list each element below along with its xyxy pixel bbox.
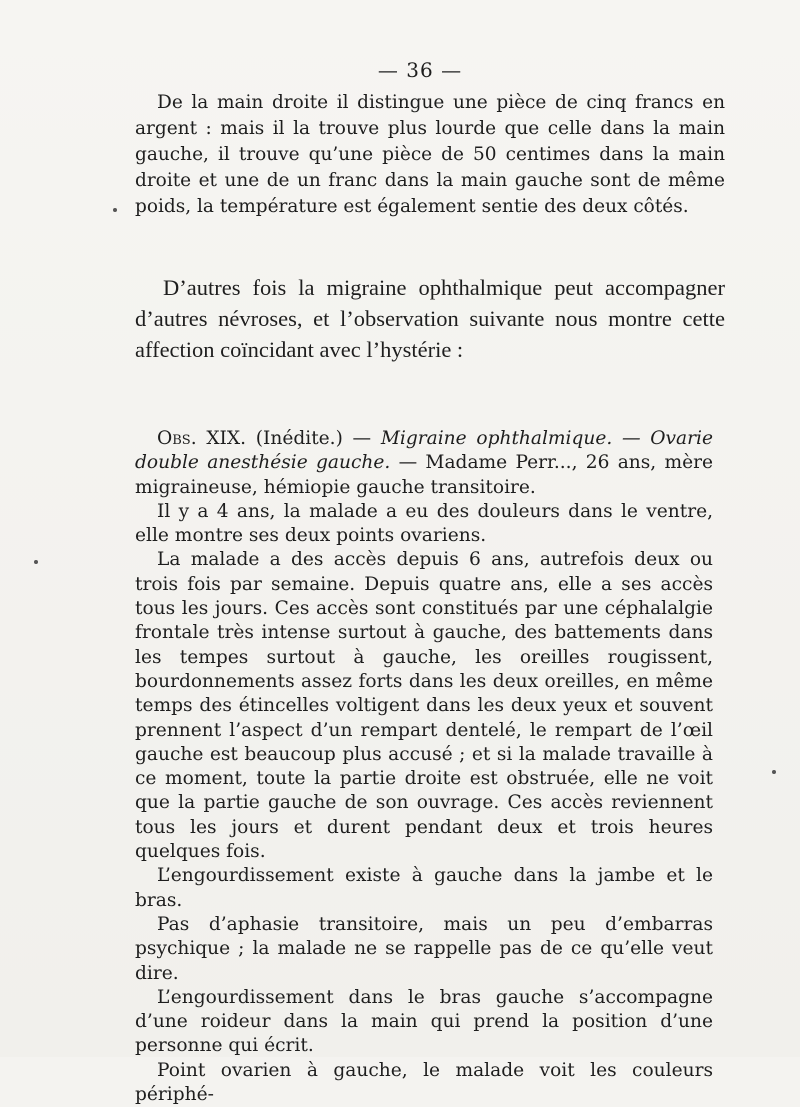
observation-paragraph: Pas d’aphasie transitoire, mais un peu d’embarras psychique ; la malade ne se rappelle pas de ce qu’elle veut dire. — [135, 913, 713, 984]
observation-title: Migraine ophthalmique. — Ovarie double anesthésie gauche. — [135, 428, 713, 474]
page-number: — 36 — — [377, 58, 463, 82]
print-speck — [772, 770, 776, 774]
intro-text: D’autres fois la migraine ophthalmique peut accompagner d’autres névroses, et l’observation suivante nous montre cette affection coïncidant avec l’hystérie : — [135, 275, 725, 362]
observation-heading — [135, 427, 713, 500]
observation-paragraph: Il y a 4 ans, la malade a eu des douleurs dans le ventre, elle montre ses deux points ovariens. — [135, 500, 713, 547]
intro-paragraph — [135, 272, 725, 365]
observation-paragraph: Point ovarien à gauche, le malade voit les couleurs périphé- — [135, 1059, 713, 1106]
print-speck — [113, 208, 117, 212]
observation-patient: — Madame Perr..., 26 ans, mère migraineuse, hémiopie gauche transitoire. — [135, 452, 713, 498]
opening-paragraph — [135, 90, 725, 220]
observation-section — [135, 427, 713, 1107]
print-speck — [34, 560, 38, 564]
observation-paragraph: La malade a des accès depuis 6 ans, autrefois deux ou trois fois par semaine. Depuis quatre ans, elle a ses accès tous les jours. Ces accès sont constitués par une céphalalgie frontale très intense surtout à gauche, des battements dans les tempes surtout à gauche, les oreilles rougissent, bourdonnements assez forts dans les deux oreilles, en même temps des étincelles voltigent dans les deux yeux et souvent prennent l’aspect d’un rempart dentelé, le rempart de l’œil gauche est beaucoup plus accusé ; et si la malade travaille à ce moment, toute la partie droite est obstruée, elle ne voit que la partie gauche de son ouvrage. Ces accès reviennent tous les jours et durent pendant deux et trois heures quelques fois. — [135, 549, 713, 863]
opening-text: De la main droite il distingue une pièce de cinq francs en argent : mais il la trouve plus lourde que celle dans la main gauche, il trouve qu’une pièce de 50 centimes dans la main droite et une de un franc dans la main gauche sont de même poids, la température est également sentie des deux côtés. — [135, 92, 725, 217]
observation-status: (Inédite.) — — [255, 428, 372, 449]
observation-paragraph: L’engourdissement dans le bras gauche s’accompagne d’une roideur dans la main qui prend la position d’une personne qui écrit. — [135, 986, 713, 1057]
observation-paragraph: L’engourdissement existe à gauche dans la jambe et le bras. — [135, 865, 713, 911]
observation-label: Obs. XIX. — [157, 428, 247, 449]
